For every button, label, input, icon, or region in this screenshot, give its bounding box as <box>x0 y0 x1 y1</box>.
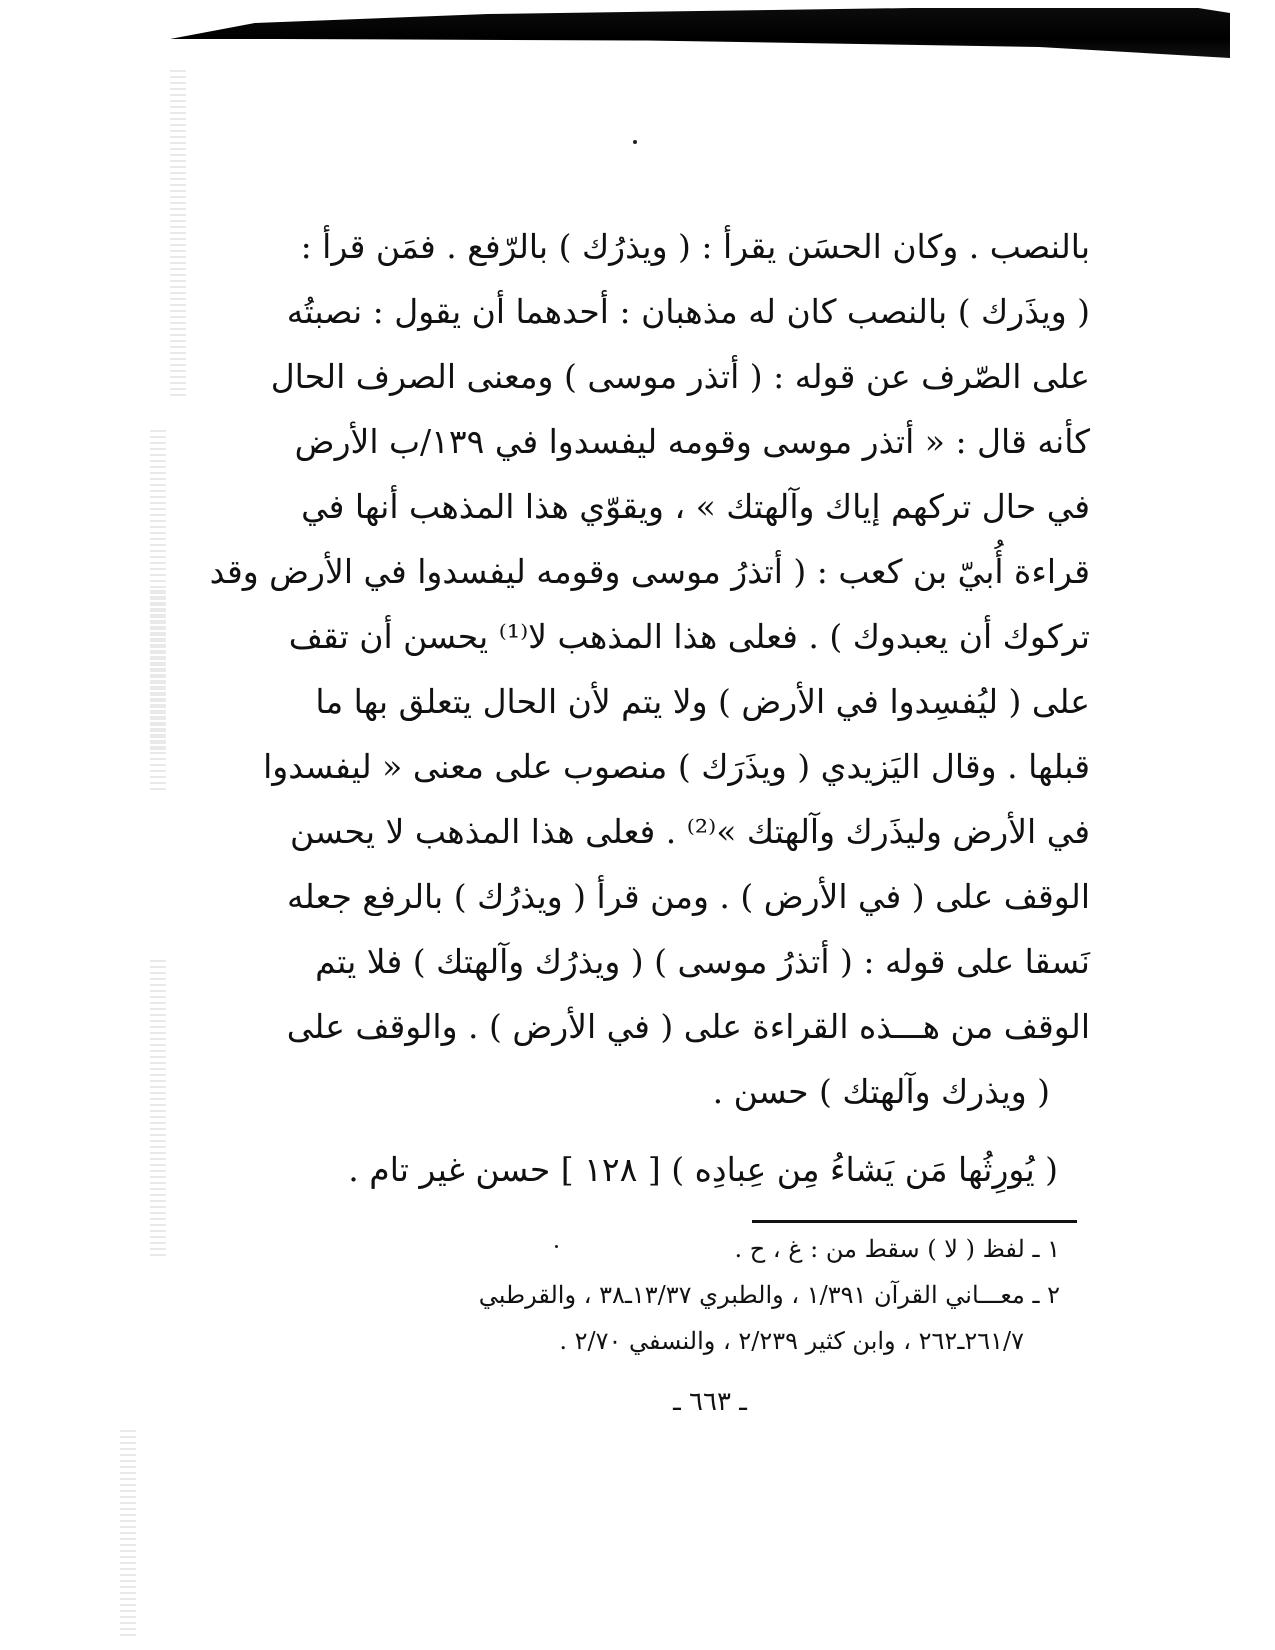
text-line: على ( ليُفسِدوا في الأرض ) ولا يتم لأن الحال يتعلق بها ما <box>315 682 1090 721</box>
text-line: الوقف على ( في الأرض ) . ومن قرأ ( ويذرُك ) بالرفع جعله <box>286 877 1090 916</box>
footnote-2-continued: ٢٦١/٧ـ٢٦٢ ، وابن كثير ٢/٢٣٩ ، والنسفي ٢/٧٠ . <box>559 1327 1024 1355</box>
text-line: في حال تركهم إياك وآلهتك » ، ويقوّي هذا المذهب أنها في <box>301 487 1090 526</box>
text-line: بالنصب . وكان الحسَن يقرأ : ( ويذرُك ) بالرّفع . فمَن قرأ : <box>300 227 1090 266</box>
text-line: قراءة أُبيّ بن كعب : ( أتذرُ موسى وقومه ليفسدوا في الأرض وقد <box>209 552 1090 591</box>
scan-margin-noise <box>150 590 166 790</box>
text-line: تركوك أن يعبدوك ) . فعلى هذا المذهب لا⁽¹⁾ يحسن أن تقف <box>288 617 1090 656</box>
scan-edge-shadow <box>170 8 1230 58</box>
main-text <box>209 214 1090 1124</box>
scan-speck <box>633 140 637 144</box>
text-line: على الصّرف عن قوله : ( أتذر موسى ) ومعنى الصرف الحال <box>270 357 1090 396</box>
scan-margin-noise <box>120 1430 136 1640</box>
footnote-divider <box>752 1220 1077 1223</box>
text-line: ( ويذَرك ) بالنصب كان له مذهبان : أحدهما أن يقول : نصبتُه <box>286 292 1090 331</box>
page-number: ـ ٦٦٣ ـ <box>673 1387 747 1417</box>
footnote-2: ٢ ـ معـــاني القرآن ١/٣٩١ ، والطبري ١٣/٣٧ـ٣٨ ، والقرطبي <box>478 1281 1060 1309</box>
text-line: ( ويذرك وآلهتك ) حسن . <box>712 1072 1050 1111</box>
footnote-1: ١ ـ لفظ ( لا ) سقط من : غ ، ح . <box>734 1235 1060 1263</box>
text-line: كأنه قال : « أتذر موسى وقومه ليفسدوا في ١٣٩/ب الأرض <box>294 422 1090 461</box>
scan-margin-noise <box>150 960 166 1260</box>
text-line: قبلها . وقال اليَزيدي ( ويذَرَك ) منصوب على معنى « ليفسدوا <box>263 747 1090 786</box>
text-line: في الأرض وليذَرك وآلهتك »⁽²⁾ . فعلى هذا المذهب لا يحسن <box>290 812 1090 851</box>
text-line: نَسقا على قوله : ( أتذرُ موسى ) ( ويذرُك وآلهتك ) فلا يتم <box>315 942 1090 981</box>
scan-margin-noise <box>170 70 186 400</box>
verse-line: ( يُورِثُها مَن يَشاءُ مِن عِبادِه ) [ ١٢٨ ] حسن غير تام . <box>348 1150 1058 1189</box>
footnotes <box>340 1226 1060 1364</box>
text-line: الوقف من هـــذه القراءة على ( في الأرض ) . والوقف على <box>286 1007 1090 1046</box>
